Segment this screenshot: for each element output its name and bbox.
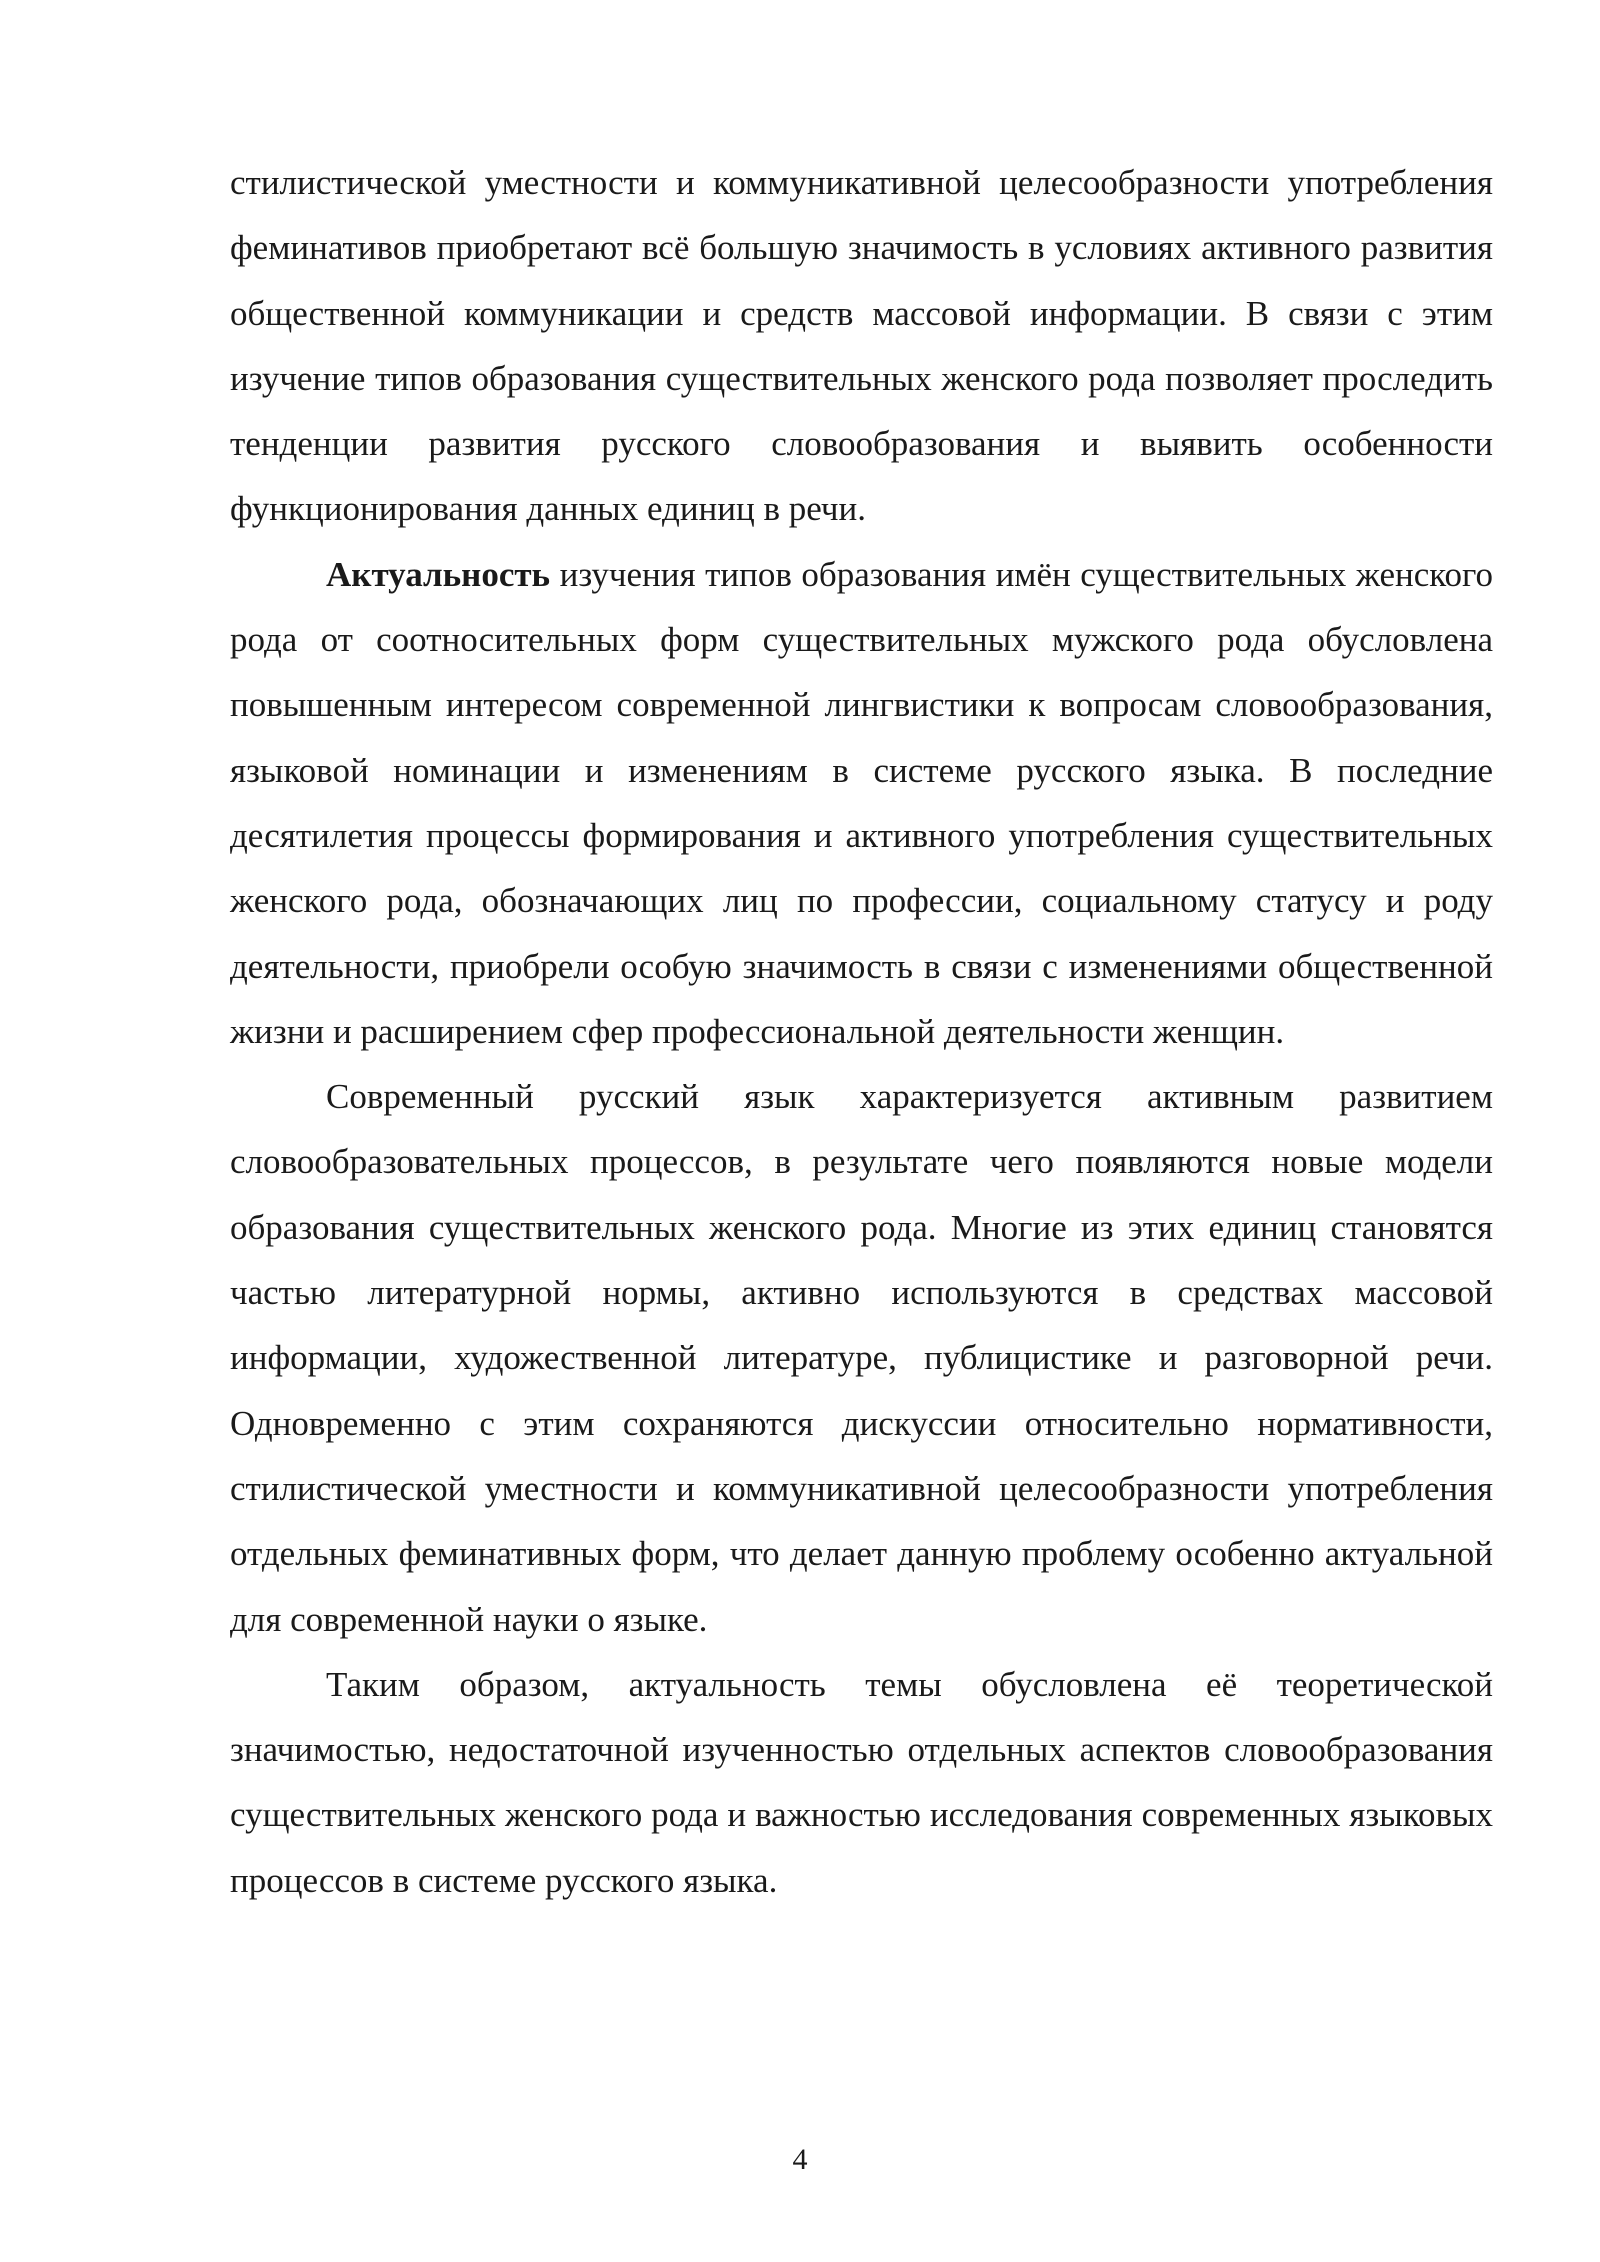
paragraph-conclusion	[230, 1652, 1493, 1913]
paragraph-text: стилистической уместности и коммуникативной целесообразности употребления феминативов приобретают всё большую значимость в условиях активного развития общественной коммуникации и средств массовой информации. В связи с этим изучение типов образования существительных женского рода позволяет проследить тенденции развития русского словообразования и выявить особенности функционирования данных единиц в речи.	[230, 163, 1493, 529]
relevance-term: Актуальность	[326, 554, 551, 594]
paragraph-continuation	[230, 150, 1493, 542]
page-number: 4	[792, 2143, 808, 2176]
paragraph-text: изучения типов образования имён существительных женского рода от соотносительных форм существительных мужского рода обусловлена повышенным интересом современной лингвистики к вопросам словообразования, языковой номинации и изменениям в системе русского языка. В последние десятилетия процессы формирования и активного употребления существительных женского рода, обозначающих лиц по профессии, социальному статусу и роду деятельности, приобрели особую значимость в связи с изменениями общественной жизни и расширением сфер профессиональной деятельности женщин.	[230, 554, 1493, 1051]
paragraph-text: Таким образом, актуальность темы обусловлена её теоретической значимостью, недостаточной изученностью отдельных аспектов словообразования существительных женского рода и важностью исследования современных языковых процессов в системе русского языка.	[230, 1664, 1493, 1900]
paragraph-text: Современный русский язык характеризуется активным развитием словообразовательных процессов, в результате чего появляются новые модели образования существительных женского рода. Многие из этих единиц становятся частью литературной нормы, активно используются в средствах массовой информации, художественной литературе, публицистике и разговорной речи. Одновременно с этим сохраняются дискуссии относительно нормативности, стилистической уместности и коммуникативной целесообразности употребления отдельных феминативных форм, что делает данную проблему особенно актуальной для современной науки о языке.	[230, 1077, 1493, 1639]
paragraph-relevance	[230, 542, 1493, 1064]
paragraph-modern-language	[230, 1064, 1493, 1652]
document-body	[230, 150, 1493, 1913]
